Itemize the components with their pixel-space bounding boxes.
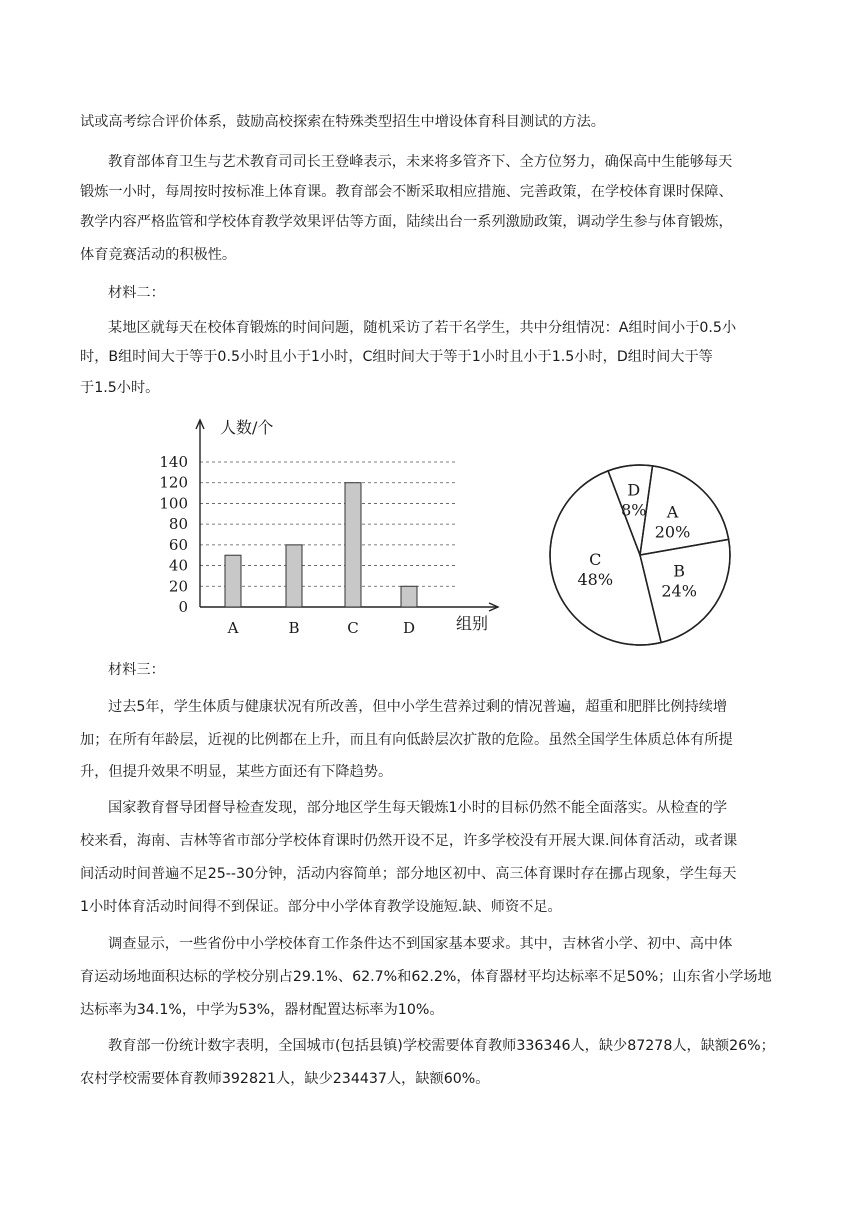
paragraph-line: 加；在所有年龄层，近视的比例都在上升，而且有向低龄层次扩散的危险。虽然全国学生体质总体有所提 (80, 732, 733, 748)
paragraph-line: 锻炼一小时，每周按时按标准上体育课。教育部会不断采取相应措施、完善政策，在学校体育课时保障、 (80, 184, 733, 200)
paragraph-line: 时，B组时间大于等于0.5小时且小于1小时，C组时间大于等于1小时且小于1.5小时，D组时间大于等 (80, 349, 713, 365)
paragraph-line: 试或高考综合评价体系，鼓励高校探索在特殊类型招生中增设体育科目测试的方法。 (80, 114, 605, 130)
paragraph-line: 间活动时间普遍不足25--30分钟，活动内容简单；部分地区初中、高三体育课时存在挪占现象，学生每天 (80, 866, 737, 882)
paragraph-line: 达标率为34.1%，中学为53%，器材配置达标率为10%。 (80, 1002, 444, 1018)
paragraph-line: 某地区就每天在校体育锻炼的时间问题，随机采访了若干名学生，共中分组情况：A组时间小于0.5小 (108, 320, 737, 336)
paragraph-line: 升，但提升效果不明显，某些方面还有下降趋势。 (80, 764, 393, 780)
pie-label-A: A (666, 502, 679, 522)
paragraph-line: 农村学校需要体育教师392821人，缺少234437人，缺额60%。 (80, 1071, 490, 1087)
paragraph-line: 校来看，海南、吉林等省市部分学校体育课时仍然开设不足，许多学校没有开展大课.间体育活动，或者课 (80, 833, 738, 849)
pie-label-D: D (627, 480, 641, 500)
y-tick-label: 40 (168, 556, 188, 575)
pie-label-B: B (673, 561, 686, 581)
y-tick-label: 100 (159, 494, 188, 513)
x-tick-label: D (402, 619, 416, 637)
y-tick-label: 0 (178, 598, 188, 616)
paragraph-line: 教学内容严格监管和学校体育教学效果评估等方面，陆续出台一系列激励政策，调动学生参与体育锻炼， (80, 214, 733, 230)
y-tick-label: 140 (159, 453, 188, 471)
y-tick-label: 60 (168, 535, 188, 554)
paragraph-line: 于1.5小时。 (80, 380, 160, 396)
paragraph-line: 教育部体育卫生与艺术教育司司长王登峰表示，未来将多管齐下、全方位努力，确保高中生能够每天 (108, 154, 733, 170)
pie-value-B: 24% (661, 581, 697, 601)
y-tick-label: 80 (168, 515, 188, 534)
bar-chart (140, 400, 520, 645)
pie-chart (545, 460, 735, 650)
paragraph-line: 1小时体育活动时间得不到保证。部分中小学体育教学设施短.缺、师资不足。 (80, 899, 562, 915)
x-tick-label: B (288, 619, 300, 637)
y-tick-label: 20 (168, 577, 188, 596)
bar-B (286, 545, 302, 607)
y-axis-label: 人数/个 (220, 418, 274, 437)
bar-D (401, 586, 417, 607)
bar-C (345, 483, 361, 607)
pie-value-D: 8% (621, 500, 647, 520)
paragraph-line: 育运动场地面积达标的学校分别占29.1%、62.7%和62.2%，体育器材平均达标率不足50%；山东省小学场地 (80, 969, 772, 985)
paragraph-line: 国家教育督导团督导检查发现，部分地区学生每天锻炼1小时的目标仍然不能全面落实。从检查的学 (108, 800, 728, 816)
pie-value-C: 48% (577, 569, 614, 589)
bar-A (225, 555, 241, 607)
x-axis-label: 组别 (456, 614, 489, 633)
x-tick-label: C (347, 619, 359, 637)
pie-label-C: C (589, 549, 602, 569)
paragraph-line: 过去5年，学生体质与健康状况有所改善，但中小学生营养过剩的情况普遍，超重和肥胖比例持续增 (108, 699, 728, 715)
y-tick-label: 120 (159, 473, 188, 492)
paragraph-line: 教育部一份统计数字表明，全国城市(包括县镇)学校需要体育教师336346人，缺少87278人，缺额26%； (108, 1038, 775, 1054)
section-heading-2: 材料二： (108, 285, 165, 301)
pie-value-A: 20% (654, 522, 691, 542)
x-tick-label: A (227, 619, 239, 637)
paragraph-line: 体育竞赛活动的积极性。 (80, 247, 237, 263)
section-heading-3: 材料三： (108, 662, 165, 678)
paragraph-line: 调查显示，一些省份中小学校体育工作条件达不到国家基本要求。其中，吉林省小学、初中、高中体 (108, 936, 733, 952)
